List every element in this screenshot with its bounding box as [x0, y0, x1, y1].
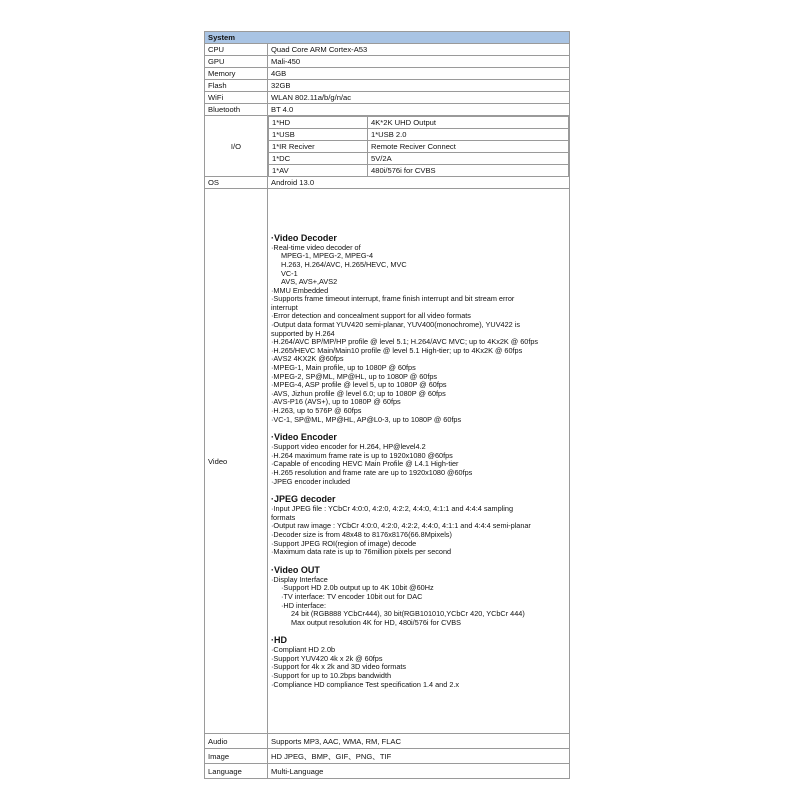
detail-line: ·Output raw image : YCbCr 4:0:0, 4:2:0, 4:2:2, 4:4:0, 4:1:1 and 4:4:4 semi-planar: [271, 521, 531, 531]
video-section-decoder: [271, 233, 566, 424]
section-title: ·Video OUT: [271, 564, 320, 575]
video-section-hd: [271, 635, 566, 689]
detail-line: ·Support JPEG ROI(region of image) decode: [271, 538, 417, 548]
detail-line: ·Support video encoder for H.264, HP@level4.2: [271, 442, 426, 452]
spec-label: Language: [205, 764, 268, 779]
video-details: [268, 189, 570, 734]
spec-value: Supports MP3, AAC, WMA, RM, FLAC: [268, 734, 570, 749]
spec-label: I/O: [205, 116, 268, 177]
spec-value: Mali-450: [268, 56, 570, 68]
spec-row-flash: [205, 80, 570, 92]
spec-label: Flash: [205, 80, 268, 92]
detail-line: ·Output data format YUV420 semi-planar, YUV400(monochrome), YUV422 is: [271, 320, 521, 330]
spec-value: HD JPEG、BMP、GIF、PNG、TIF: [268, 749, 570, 764]
detail-line: AVS, AVS+,AVS2: [281, 277, 338, 287]
section-title: ·JPEG decoder: [271, 494, 336, 505]
spec-table: [204, 31, 570, 779]
detail-line: ·HD interface:: [281, 600, 327, 610]
detail-line: ·Input JPEG file : YCbCr 4:0:0, 4:2:0, 4:2:2, 4:4:0, 4:1:1 and 4:4:4 sampling: [271, 504, 514, 514]
detail-line: ·Real-time video decoder of: [271, 242, 361, 252]
spec-label: Image: [205, 749, 268, 764]
io-port: 1*DC: [269, 153, 368, 165]
detail-line: ·Compliance HD compliance Test specification 1.4 and 2.x: [271, 679, 460, 689]
detail-line: ·H.263, up to 576P @ 60fps: [271, 406, 362, 416]
io-port: 1*AV: [269, 165, 368, 177]
detail-line: supported by H.264: [271, 328, 335, 338]
header-title: System: [205, 32, 570, 44]
detail-line: ·MPEG-1, Main profile, up to 1080P @ 60fps: [271, 363, 416, 373]
spec-row-audio: [205, 734, 570, 749]
spec-value: 4GB: [268, 68, 570, 80]
io-row: [269, 141, 569, 153]
detail-line: ·JPEG encoder included: [271, 476, 351, 486]
detail-line: ·TV interface: TV encoder 10bit out for DAC: [281, 591, 423, 601]
detail-line: ·MPEG-2, SP@ML, MP@HL, up to 1080P @ 60fps: [271, 371, 438, 381]
video-section-encoder: [271, 432, 566, 486]
io-desc: 4K*2K UHD Output: [368, 117, 569, 129]
detail-line: ·Supports frame timeout interrupt, frame finish interrupt and bit stream error: [271, 294, 515, 304]
spec-label: WiFi: [205, 92, 268, 104]
spec-label: Memory: [205, 68, 268, 80]
detail-line: ·H.265 resolution and frame rate are up to 1920x1080 @60fps: [271, 467, 473, 477]
detail-line: ·Support for up to 10.2bps bandwidth: [271, 671, 392, 681]
spec-label: Video: [205, 189, 268, 734]
detail-line: ·Compliant HD 2.0b: [271, 645, 336, 655]
io-row: [269, 117, 569, 129]
io-desc: 480i/576i for CVBS: [368, 165, 569, 177]
spec-row-wifi: [205, 92, 570, 104]
spec-label: Bluetooth: [205, 104, 268, 116]
spec-value: Android 13.0: [268, 177, 570, 189]
spec-row-language: [205, 764, 570, 779]
spec-label: CPU: [205, 44, 268, 56]
spec-row-cpu: [205, 44, 570, 56]
detail-line: MPEG-1, MPEG-2, MPEG-4: [281, 251, 374, 261]
detail-line: ·Capable of encoding HEVC Main Profile @ L4.1 High-tier: [271, 459, 459, 469]
io-port: 1*IR Reciver: [269, 141, 368, 153]
io-desc: 5V/2A: [368, 153, 569, 165]
io-port: 1*HD: [269, 117, 368, 129]
detail-line: ·H.264 maximum frame rate is up to 1920x1080 @60fps: [271, 450, 453, 460]
video-section-out: [271, 565, 566, 628]
io-subtable-cell: [268, 116, 570, 177]
detail-line: ·AVS2 4KX2K @60fps: [271, 354, 344, 364]
detail-line: interrupt: [271, 302, 298, 312]
section-title: ·Video Encoder: [271, 432, 337, 443]
spec-row-video: [205, 189, 570, 734]
section-title: ·Video Decoder: [271, 232, 337, 243]
detail-line: Max output resolution 4K for HD, 480i/576i for CVBS: [291, 617, 461, 627]
detail-line: ·AVS-P16 (AVS+), up to 1080P @ 60fps: [271, 397, 401, 407]
io-row: [269, 153, 569, 165]
detail-line: ·VC-1, SP@ML, MP@HL, AP@L0-3, up to 1080P @ 60fps: [271, 414, 462, 424]
spec-value: Multi-Language: [268, 764, 570, 779]
spec-label: Audio: [205, 734, 268, 749]
io-desc: Remote Reciver Connect: [368, 141, 569, 153]
io-port: 1*USB: [269, 129, 368, 141]
detail-line: ·MMU Embedded: [271, 285, 329, 295]
video-section-jpeg: [271, 494, 566, 557]
detail-line: ·Support for 4k x 2k and 3D video formats: [271, 662, 407, 672]
detail-line: VC-1: [281, 268, 298, 278]
detail-line: formats: [271, 512, 296, 522]
detail-line: ·H.264/AVC BP/MP/HP profile @ level 5.1; H.264/AVC MVC; up to 4Kx2K @ 60fps: [271, 337, 539, 347]
spec-row-memory: [205, 68, 570, 80]
detail-line: ·Display Interface: [271, 574, 328, 584]
detail-line: ·Decoder size is from 48x48 to 8176x8176(66.8Mpixels): [271, 529, 452, 539]
io-row: [269, 129, 569, 141]
spec-value: WLAN 802.11a/b/g/n/ac: [268, 92, 570, 104]
io-subtable: [268, 116, 569, 176]
header-row: [205, 32, 570, 44]
spec-row-bluetooth: [205, 104, 570, 116]
detail-line: ·Error detection and concealment support for all video formats: [271, 311, 471, 321]
spec-value: Quad Core ARM Cortex-A53: [268, 44, 570, 56]
detail-line: ·Maximum data rate is up to 76million pixels per second: [271, 547, 452, 557]
detail-line: 24 bit (RGB888 YCbCr444), 30 bit(RGB101010,YCbCr 420, YCbCr 444): [291, 609, 525, 619]
io-desc: 1*USB 2.0: [368, 129, 569, 141]
detail-line: ·Support YUV420 4k x 2k @ 60fps: [271, 653, 383, 663]
spec-row-gpu: [205, 56, 570, 68]
io-row: [269, 165, 569, 177]
spec-value: BT 4.0: [268, 104, 570, 116]
detail-line: ·Support HD 2.0b output up to 4K 10bit @60Hz: [281, 583, 434, 593]
section-title: ·HD: [271, 635, 287, 646]
detail-line: H.263, H.264/AVC, H.265/HEVC, MVC: [281, 259, 407, 269]
detail-line: ·H.265/HEVC Main/Main10 profile @ level 5.1 High-tier; up to 4Kx2K @ 60fps: [271, 345, 523, 355]
detail-line: ·AVS, Jizhun profile @ level 6.0; up to 1080P @ 60fps: [271, 388, 446, 398]
spec-row-image: [205, 749, 570, 764]
detail-line: ·MPEG-4, ASP profile @ level 5, up to 1080P @ 60fps: [271, 380, 447, 390]
spec-row-io: [205, 116, 570, 177]
spec-label: OS: [205, 177, 268, 189]
spec-label: GPU: [205, 56, 268, 68]
spec-value: 32GB: [268, 80, 570, 92]
spec-row-os: [205, 177, 570, 189]
